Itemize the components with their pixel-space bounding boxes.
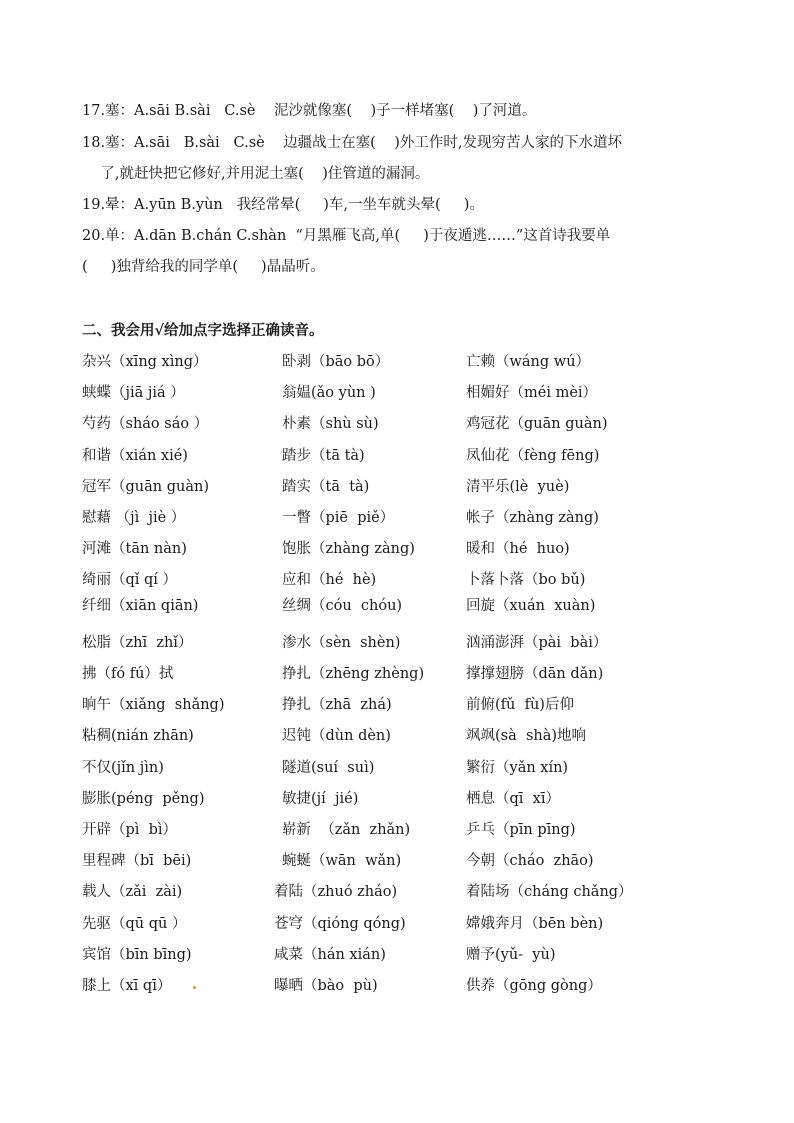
grid-item: 卧剥（bāo bō） [282,354,390,370]
grid-item: 飒飒(sà shà)地响 [466,728,587,744]
grid-item: 咸菜（hán xián) [274,947,386,963]
grid-item: 相媚好（méi mèi） [466,385,598,401]
grid-item: 赠予(yǔ- yù) [466,947,556,963]
grid-item: 撑撑翅膀（dān dǎn) [466,666,604,682]
grid-item: 朴素（shù sù) [282,416,379,432]
grid-item: 嫦娥奔月（bēn bèn) [466,916,604,932]
question-18: 18.塞：A.sāi B.sài C.sè 边疆战士在塞( )外工作时,发现穷苦人家的下水道坏 [82,135,623,151]
grid-item: 蜿蜒（wān wǎn) [282,853,402,869]
grid-item: 栖息（qī xī） [466,791,560,807]
grid-item: 载人（zǎi zài) [82,884,183,900]
grid-item: 汹涌澎湃（pài bài） [466,635,608,651]
grid-item: 丝绸（cóu chóu) [282,598,403,614]
grid-item: 苍穹（qióng qóng) [274,916,406,932]
grid-item: 一瞥（piē piě） [282,510,395,526]
grid-item: 今朝（cháo zhāo) [466,853,594,869]
grid-item: 蛱蝶（jiā jiá ） [82,385,185,401]
grid-item: 凤仙花（fèng fēng) [466,448,600,464]
grid-item: 繁衍（yǎn xín) [466,760,569,776]
grid-item: 暖和（hé huo) [466,541,570,557]
grid-item: 杂兴（xīng xìng） [82,354,208,370]
grid-item: 冠军（guān guàn) [82,479,209,495]
grid-item: 迟钝（dùn dèn) [282,728,391,744]
grid-item: 渗水（sèn shèn) [282,635,401,651]
grid-item: 曝晒（bào pù) [274,978,378,994]
grid-item: 饱胀（zhàng zàng) [282,541,415,557]
grid-item: 着陆（zhuó zháo) [274,884,398,900]
grid-item: 踏实（tā tà) [282,479,370,495]
grid-item: 开辟（pì bì） [82,822,178,838]
grid-item: 里程碑（bī bēi) [82,853,192,869]
question-20-continued: ( )独背给我的同学单( )晶晶听。 [82,259,325,275]
grid-item: 先驱（qū qū ） [82,916,187,932]
grid-item: 慰藉 （jì jiè ） [82,510,186,526]
section-2-title: 二、我会用√给加点字选择正确读音。 [82,322,324,339]
grid-item: 膝上（xī qī） [82,978,172,994]
question-18-continued: 了,就赶快把它修好,并用泥土塞( )住管道的漏洞。 [82,166,430,182]
question-17: 17.塞：A.sāi B.sài C.sè 泥沙就像塞( )子一样堵塞( )了河道。 [82,103,537,119]
grid-item: 宾馆（bīn bīng) [82,947,192,963]
grid-item: 乒乓（pīn pīng) [466,822,576,838]
grid-item: 晌午（xiǎng shǎng) [82,697,225,713]
question-20: 20.单：A.dān B.chán C.shàn “月黑雁飞高,单( )于夜遁逃……”这首诗我要单 [82,228,611,244]
grid-item: 绮丽（qǐ qí ） [82,572,178,588]
grid-item: 着陆场（cháng chǎng） [466,884,633,900]
grid-item: 膨胀(péng pěng) [82,791,205,807]
grid-item: 崭新 （zǎn zhǎn) [282,822,411,838]
grid-item: 翁媪(ǎo yùn ) [282,385,376,401]
grid-item: 应和（hé hè) [282,572,377,588]
grid-item: 卜落卜落（bo bǔ) [466,572,586,588]
grid-item: 河滩（tān nàn) [82,541,187,557]
grid-item: 供养（gōng gòng） [466,978,602,994]
grid-item: 挣扎（zhā zhá) [282,697,392,713]
grid-item: 不仅(jǐn jìn) [82,760,164,776]
grid-item: 前俯(fǔ fù)后仰 [466,697,574,713]
grid-item: 亡赖（wáng wú） [466,354,591,370]
grid-item: 鸡冠花（guān guàn) [466,416,608,432]
grid-item: 拂（fó fú）拭 [82,666,174,682]
grid-item: 帐子（zhàng zàng) [466,510,599,526]
grid-item: 挣扎（zhēng zhèng) [282,666,425,682]
grid-item: 松脂（zhī zhǐ） [82,635,193,651]
grid-item: 敏捷(jí jié) [282,791,359,807]
grid-item: 踏步（tā tà) [282,448,365,464]
grid-item: 隧道(suí suì) [282,760,375,776]
grid-item: 清平乐(lè yuè) [466,479,570,495]
grid-item: 粘稠(nián zhān) [82,728,194,744]
grid-item: 纤细（xiān qiān) [82,598,199,614]
grid-item: 和谐（xián xié) [82,448,188,464]
grid-item: 芍药（sháo sáo ） [82,416,209,432]
question-19: 19.晕：A.yūn B.yùn 我经常晕( )车,一坐车就头晕( )。 [82,197,484,213]
stray-dot-mark [193,986,196,989]
grid-item: 回旋（xuán xuàn) [466,598,596,614]
